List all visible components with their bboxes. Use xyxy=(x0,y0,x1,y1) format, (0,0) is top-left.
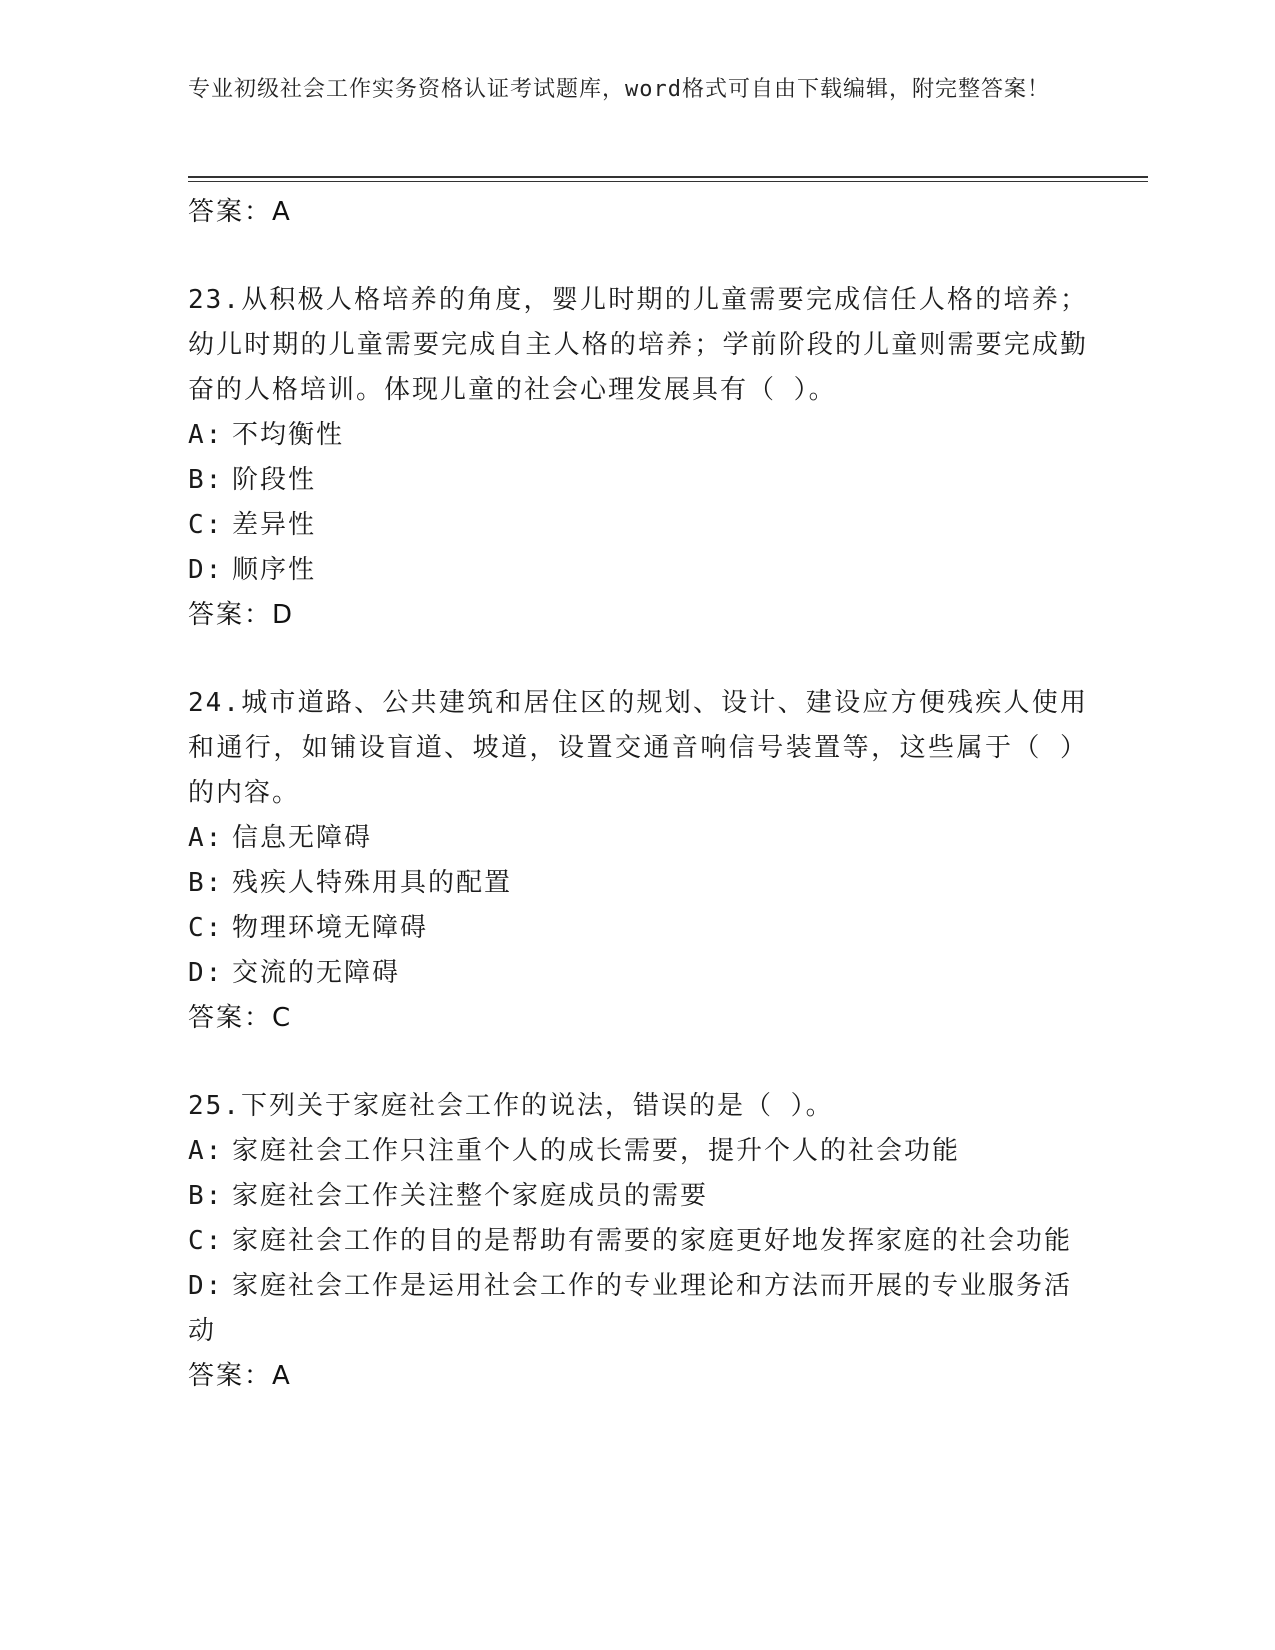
question-stem: 25.下列关于家庭社会工作的说法，错误的是（ ）。 xyxy=(188,1091,834,1121)
question-list xyxy=(188,190,1088,1398)
option-b xyxy=(188,458,1088,503)
option-d xyxy=(188,548,1088,593)
answer-line: 答案：A xyxy=(188,1361,292,1391)
question-23 xyxy=(188,278,1088,637)
option-label: C: xyxy=(188,510,224,540)
option-text: 物理环境无障碍 xyxy=(232,913,429,943)
option-c xyxy=(188,1219,1088,1264)
option-label: A: xyxy=(188,1136,224,1166)
option-b xyxy=(188,1174,1088,1219)
option-label: A: xyxy=(188,823,224,853)
option-label: B: xyxy=(188,868,224,898)
option-c xyxy=(188,906,1088,951)
answer-line: 答案：D xyxy=(188,600,295,630)
option-text: 信息无障碍 xyxy=(232,823,373,853)
option-text: 顺序性 xyxy=(232,555,317,585)
option-d xyxy=(188,1264,1088,1354)
option-text: 家庭社会工作的目的是帮助有需要的家庭更好地发挥家庭的社会功能 xyxy=(232,1226,1073,1256)
option-text: 阶段性 xyxy=(232,465,317,495)
previous-answer: 答案：A xyxy=(188,197,292,227)
option-a xyxy=(188,816,1088,861)
spacer xyxy=(188,1040,1088,1084)
spacer xyxy=(188,234,1088,278)
option-text: 家庭社会工作只注重个人的成长需要，提升个人的社会功能 xyxy=(232,1136,961,1166)
page-header: 专业初级社会工作实务资格认证考试题库，word格式可自由下载编辑，附完整答案！ xyxy=(188,77,1050,102)
option-label: B: xyxy=(188,1181,224,1211)
option-label: A: xyxy=(188,420,224,450)
option-text: 家庭社会工作是运用社会工作的专业理论和方法而开展的专业服务活动 xyxy=(188,1271,1073,1346)
question-stem: 23.从积极人格培养的角度，婴儿时期的儿童需要完成信任人格的培养；幼儿时期的儿童需要完成自主人格的培养；学前阶段的儿童则需要完成勤奋的人格培训。体现儿童的社会心理发展具有（ ）。 xyxy=(188,285,1088,405)
spacer xyxy=(188,637,1088,681)
option-label: D: xyxy=(188,1271,224,1301)
option-a xyxy=(188,1129,1088,1174)
option-label: C: xyxy=(188,913,224,943)
question-stem: 24.城市道路、公共建筑和居住区的规划、设计、建设应方便残疾人使用和通行，如铺设盲道、坡道，设置交通音响信号装置等，这些属于（ ）的内容。 xyxy=(188,688,1088,808)
option-text: 家庭社会工作关注整个家庭成员的需要 xyxy=(232,1181,709,1211)
question-25 xyxy=(188,1084,1088,1398)
option-d xyxy=(188,951,1088,996)
option-b xyxy=(188,861,1088,906)
question-24 xyxy=(188,681,1088,1040)
option-text: 不均衡性 xyxy=(232,420,345,450)
answer-line: 答案：C xyxy=(188,1003,293,1033)
option-label: B: xyxy=(188,465,224,495)
header-divider xyxy=(188,176,1148,178)
option-text: 残疾人特殊用具的配置 xyxy=(232,868,513,898)
option-label: D: xyxy=(188,958,224,988)
option-c xyxy=(188,503,1088,548)
option-text: 差异性 xyxy=(232,510,317,540)
header-divider-thin xyxy=(188,181,1148,182)
option-label: D: xyxy=(188,555,224,585)
option-a xyxy=(188,413,1088,458)
option-text: 交流的无障碍 xyxy=(232,958,401,988)
option-label: C: xyxy=(188,1226,224,1256)
